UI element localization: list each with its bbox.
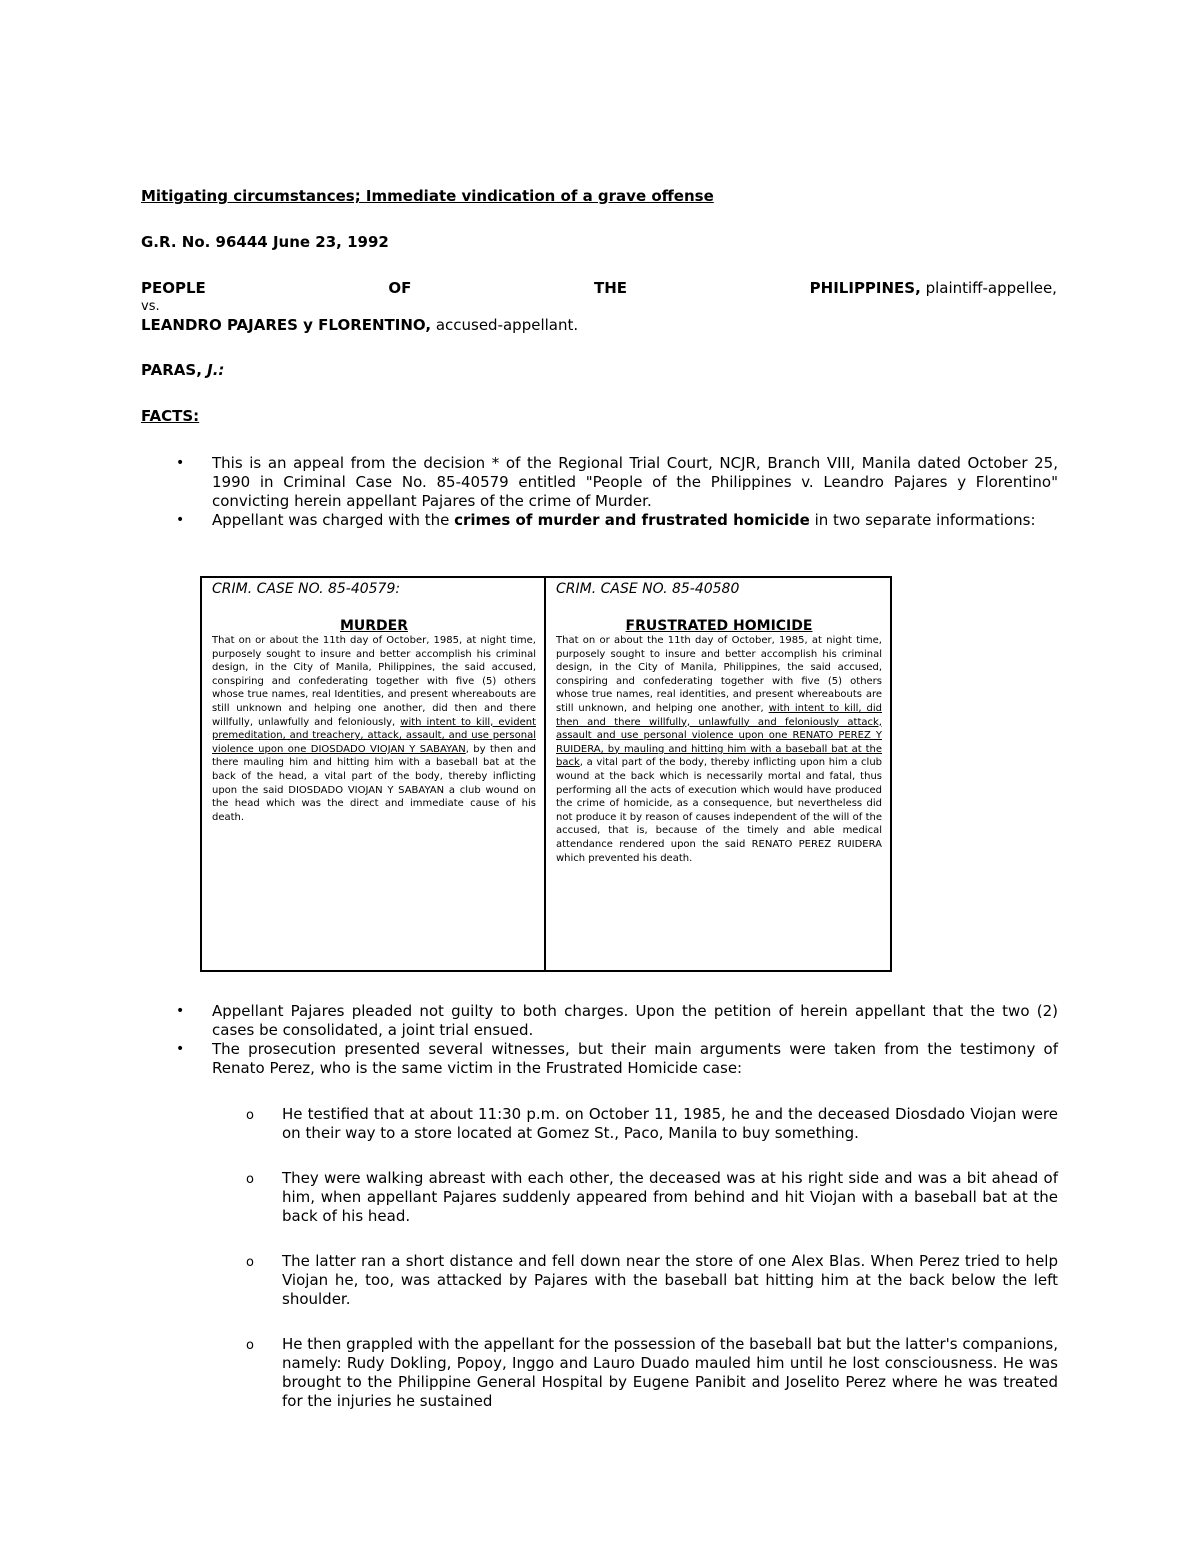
case-heading: MURDER <box>339 618 409 634</box>
facts-list-top <box>176 454 1058 530</box>
case-text-part-1: That on or about the 11th day of October, 1985, at night time, purposely sought to insure and better accomplish his criminal design, in the City of Manila, Philippines, the said accused, conspiring and confederating together with five (5) others whose true names, real Identities, and present whereabouts are still unknown and helping one another, did then and there willfully, unlawfully and feloniously, <box>212 635 536 728</box>
case-text-underlined: with intent to kill, did then and there willfully, unlawfully and feloniously attack, assault and use personal violence upon one RENATO PEREZ Y RUIDERA, by mauling and hitting him with a baseball bat at the back <box>556 702 882 769</box>
plaintiff-word-4-group <box>810 279 1057 298</box>
plaintiff-word-1: PEOPLE <box>141 279 206 297</box>
case-text-part-1: That on or about the 11th day of October, 1985, at night time, purposely sought to insure and better accomplish his criminal design, in the City of Manila, Philippines, the said accused, conspiring and confederating together with five (5) others whose true names, real identities, and present whereabouts are still unknown, and helping one another, <box>556 635 882 714</box>
plaintiff-role: plaintiff-appellee, <box>920 279 1057 297</box>
case-murder <box>202 578 546 970</box>
facts-bullet-1-text: This is an appeal from the decision * of the Regional Trial Court, NCJR, Branch VIII, Manila dated October 25, 1990 in Criminal Case No. 85-40579 entitled "People of the Philippines v. Leandro Pajares y Florentino" convicting herein appellant Pajares of the crime of Murder. <box>212 454 1058 510</box>
ponente <box>141 361 224 379</box>
case-text-part-2: , a vital part of the body, thereby inflicting upon him a club wound at the back which is necessarily mortal and fatal, thus performing all the acts of execution which would have produced the crime of homicide, as a consequence, but nevertheless did not produce it by reason of causes independent of the will of the accused, that is, because of the timely and able medical attendance rendered upon the said RENATO PEREZ RUIDERA which prevented his death. <box>556 757 882 864</box>
sub-bullet-marker: o <box>246 1108 254 1123</box>
case-text <box>212 634 536 824</box>
case-text <box>556 634 882 865</box>
accused-line <box>141 316 1057 335</box>
case-text-underlined: with intent to kill, evident premeditation, and treachery, attack, assault, and use personal violence upon one DIOSDADO VIOJAN Y SABAYAN <box>212 716 536 755</box>
facts-bullet-4-text: The prosecution presented several witnesses, but their main arguments were taken from the testimony of Renato Perez, who is the same victim in the Frustrated Homicide case: <box>212 1040 1058 1077</box>
doc-title: Mitigating circumstances; Immediate vindication of a grave offense <box>141 187 714 205</box>
informations-table <box>200 576 892 972</box>
ponente-name: PARAS, <box>141 361 208 379</box>
facts-bullet-2-pre: Appellant was charged with the <box>212 511 455 529</box>
versus: vs. <box>141 299 160 314</box>
sub-bullet-marker: o <box>246 1172 254 1187</box>
case-text-part-2: , by then and there mauling him and hitting him with a baseball bat at the back of the head, a vital part of the body, thereby inflicting upon the said DIOSDADO VIOJAN Y SABAYAN a club wound on the head which was the direct and immediate cause of his death. <box>212 743 536 823</box>
testimony-list <box>246 1105 1058 1437</box>
accused-name: LEANDRO PAJARES y FLORENTINO, <box>141 316 432 334</box>
testimony-text: He testified that at about 11:30 p.m. on October 11, 1985, he and the deceased Diosdado Viojan were on their way to a store located at Gomez St., Paco, Manila to buy something. <box>282 1105 1058 1142</box>
plaintiff-line <box>141 279 1057 298</box>
gr-number: G.R. No. 96444 June 23, 1992 <box>141 233 389 251</box>
facts-bullet-2-post: in two separate informations: <box>809 511 1036 529</box>
testimony-item <box>246 1335 1058 1411</box>
ponente-title: J.: <box>207 361 225 379</box>
plaintiff-word-2: OF <box>388 279 412 297</box>
facts-bullet-4 <box>176 1040 1058 1078</box>
testimony-item <box>246 1105 1058 1143</box>
case-heading: FRUSTRATED HOMICIDE <box>625 618 813 634</box>
case-number: CRIM. CASE NO. 85-40580 <box>556 581 740 597</box>
bullet-marker: • <box>176 1041 185 1057</box>
bullet-marker: • <box>176 512 185 528</box>
bullet-marker: • <box>176 1003 185 1019</box>
facts-bullet-3-text: Appellant Pajares pleaded not guilty to both charges. Upon the petition of herein appellant that the two (2) cases be consolidated, a joint trial ensued. <box>212 1002 1058 1039</box>
testimony-item <box>246 1169 1058 1226</box>
sub-bullet-marker: o <box>246 1255 254 1270</box>
facts-bullet-3 <box>176 1002 1058 1040</box>
sub-bullet-marker: o <box>246 1338 254 1353</box>
case-number: CRIM. CASE NO. 85-40579: <box>212 581 401 597</box>
plaintiff-word-4: PHILIPPINES, <box>809 279 921 297</box>
facts-bullet-2-bold: crimes of murder and frustrated homicide <box>454 511 810 529</box>
testimony-item <box>246 1252 1058 1309</box>
bullet-marker: • <box>176 455 185 471</box>
facts-bullet-2 <box>176 511 1058 530</box>
facts-bullet-1 <box>176 454 1058 511</box>
testimony-text: The latter ran a short distance and fell down near the store of one Alex Blas. When Perez tried to help Viojan he, too, was attacked by Pajares with the baseball bat hitting him at the back below the left shoulder. <box>282 1252 1058 1308</box>
plaintiff-word-3: THE <box>594 279 628 297</box>
facts-heading: FACTS: <box>141 407 200 425</box>
facts-list-bottom <box>176 1002 1058 1078</box>
case-frustrated-homicide <box>546 578 890 970</box>
testimony-text: He then grappled with the appellant for the possession of the baseball bat but the latter's companions, namely: Rudy Dokling, Popoy, Inggo and Lauro Duado mauled him until he lost consciousness. He was brought to the Philippine General Hospital by Eugene Panibit and Joselito Perez where he was treated for the injuries he sustained <box>282 1335 1059 1410</box>
case-parties <box>141 279 1057 335</box>
testimony-text: They were walking abreast with each other, the deceased was at his right side and was a bit ahead of him, when appellant Pajares suddenly appeared from behind and hit Viojan with a baseball bat at the back of his head. <box>282 1169 1058 1225</box>
accused-role: accused-appellant. <box>431 316 579 334</box>
